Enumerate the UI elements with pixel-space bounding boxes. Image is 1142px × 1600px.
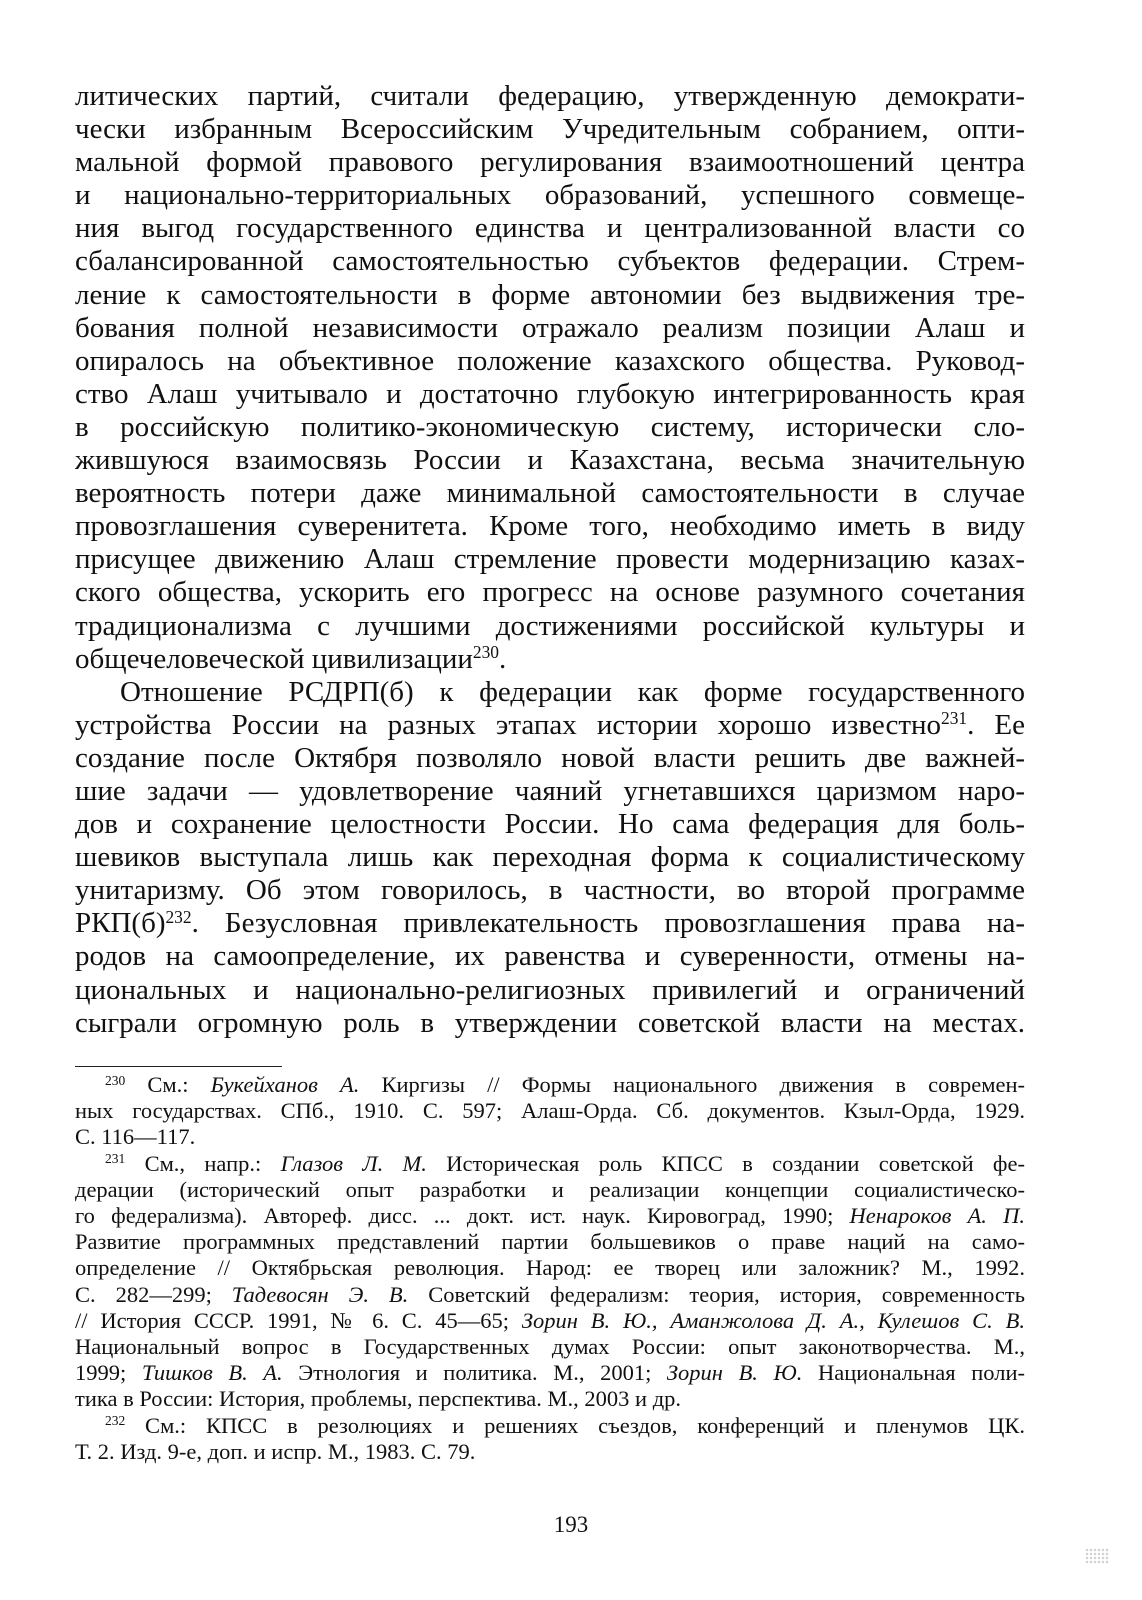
footnote-line: Т. 2. Изд. 9-е, доп. и испр. М., 1983. С. 79.	[75, 1438, 476, 1464]
text-line: создание после Октября позволяло новой власти решить две важней-	[75, 741, 1025, 774]
footnote-line: определение // Октябрьская революция. Народ: ее творец или заложник? М., 1992.	[75, 1255, 1025, 1281]
text-line: провозглашения суверенитета. Кроме того, необходимо иметь в виду	[75, 510, 1025, 543]
footnote-ref-232[interactable]: 232	[165, 907, 192, 927]
footnote-line: дерации (исторический опыт разработки и реализации концепции социалистическо-	[75, 1176, 1025, 1202]
footnote-line: Развитие программных представлений партии большевиков о праве наций на само-	[75, 1229, 1025, 1255]
text-line: бования полной независимости отражало реализм позиции Алаш и	[75, 311, 1025, 344]
text-line: шевиков выступала лишь как переходная форма к социалистическому	[75, 841, 1025, 874]
footnote-line: ных государствах. СПб., 1910. С. 597; Алаш-Орда. Сб. документов. Кзыл-Орда, 1929.	[75, 1098, 1025, 1124]
text-line: ление к самостоятельности в форме автономии без выдвижения тре-	[75, 278, 1025, 311]
text-line: циональных и национально-религиозных привилегий и ограничений	[75, 973, 1025, 1006]
text-line: опиралось на объективное положение казахского общества. Руковод-	[75, 344, 1025, 377]
footnote-line: С. 282—299; Тадевосян Э. В. Советский федерализм: теория, история, современность	[75, 1281, 1025, 1307]
text-line: шие задачи — удовлетворение чаяний угнетавшихся царизмом наро-	[75, 774, 1025, 807]
text-line: сбалансированной самостоятельностью субъектов федерации. Стрем-	[75, 245, 1025, 278]
text-line: литических партий, считали федерацию, утвержденную демократи-	[75, 80, 1025, 112]
text-line: в российскую политико-экономическую систему, исторически сло-	[75, 410, 1025, 443]
footnote-232: $^{232}$ См.: КПСС в резолюциях и решениях съездов, конференций и пленумов ЦК.	[105, 1412, 1025, 1438]
footnote-line: Национальный вопрос в Государственных думах России: опыт законотворчества. М.,	[75, 1334, 1025, 1360]
text-line: ство Алаш учитывало и достаточно глубокую интегрированность края	[75, 377, 1025, 410]
footnote-line: 1999; Тишков В. А. Этнология и политика. М., 2001; Зорин В. Ю. Национальная поли-	[75, 1360, 1025, 1386]
footnote-divider	[75, 1066, 282, 1067]
footnote-line: // История СССР. 1991, № 6. С. 45—65; Зорин В. Ю., Аманжолова Д. А., Кулешов С. В.	[75, 1307, 1025, 1333]
text-line: мальной формой правового регулирования взаимоотношений центра	[75, 146, 1025, 179]
text-line: вероятность потери даже минимальной самостоятельности в случае	[75, 477, 1025, 510]
footnote-230: $^{230}$ См.: Букейханов А. Киргизы // Формы национального движения в современ-	[105, 1072, 1025, 1097]
footnote-ref-231[interactable]: 231	[941, 708, 968, 729]
text-line: жившуюся взаимосвязь России и Казахстана, весьма значительную	[75, 444, 1025, 477]
footnotes	[75, 1072, 1025, 1465]
footnote-line: С. 116—117.	[75, 1124, 196, 1150]
footnote-ref-230[interactable]: 230	[472, 642, 499, 663]
text-line: устройства России на разных этапах истории хорошо известно$^{231}$. Ее	[75, 708, 1025, 741]
text-line: сыграли огромную роль в утверждении советской власти на местах.	[75, 1006, 1025, 1039]
page-number: 193	[553, 1512, 589, 1537]
text-line: $РКП(б)^{232}$. Безусловная привлекательность провозглашения права на-	[75, 907, 1025, 940]
text-line: традиционализма с лучшими достижениями российской культуры и	[75, 609, 1025, 642]
text-line: и национально-территориальных образований, успешного совмеще-	[75, 179, 1025, 212]
footnote-line: го федерализма). Автореф. дисс. ... докт. ист. наук. Кировоград, 1990; Ненароков А. П.	[75, 1203, 1025, 1229]
text-line: родов на самоопределение, их равенства и суверенности, отмены на-	[75, 940, 1025, 973]
main-text	[75, 80, 1025, 1040]
text-line: дов и сохранение целостности России. Но сама федерация для боль-	[75, 808, 1025, 841]
footnote-line: тика в России: История, проблемы, перспектива. М., 2003 и др.	[75, 1386, 682, 1412]
text-line: чески избранным Всероссийским Учредительным собранием, опти-	[75, 113, 1025, 146]
scan-artifact	[1085, 1548, 1109, 1564]
text-line: ния выгод государственного единства и централизованной власти со	[75, 212, 1025, 245]
text-line: общечеловеческой цивилизации$^{230}$.	[75, 642, 507, 675]
paragraph-first-line: Отношение РСДРП(б) к федерации как форме государственного	[120, 675, 1025, 708]
text-line: унитаризму. Об этом говорилось, в частности, во второй программе	[75, 874, 1025, 907]
text-line: присущее движению Алаш стремление провести модернизацию казах-	[75, 543, 1025, 576]
text-line: ского общества, ускорить его прогресс на основе разумного сочетания	[75, 576, 1025, 609]
footnote-231: $^{231}$ См., напр.: Глазов Л. М. Историческая роль КПСС в создании советской фе-	[105, 1150, 1025, 1176]
